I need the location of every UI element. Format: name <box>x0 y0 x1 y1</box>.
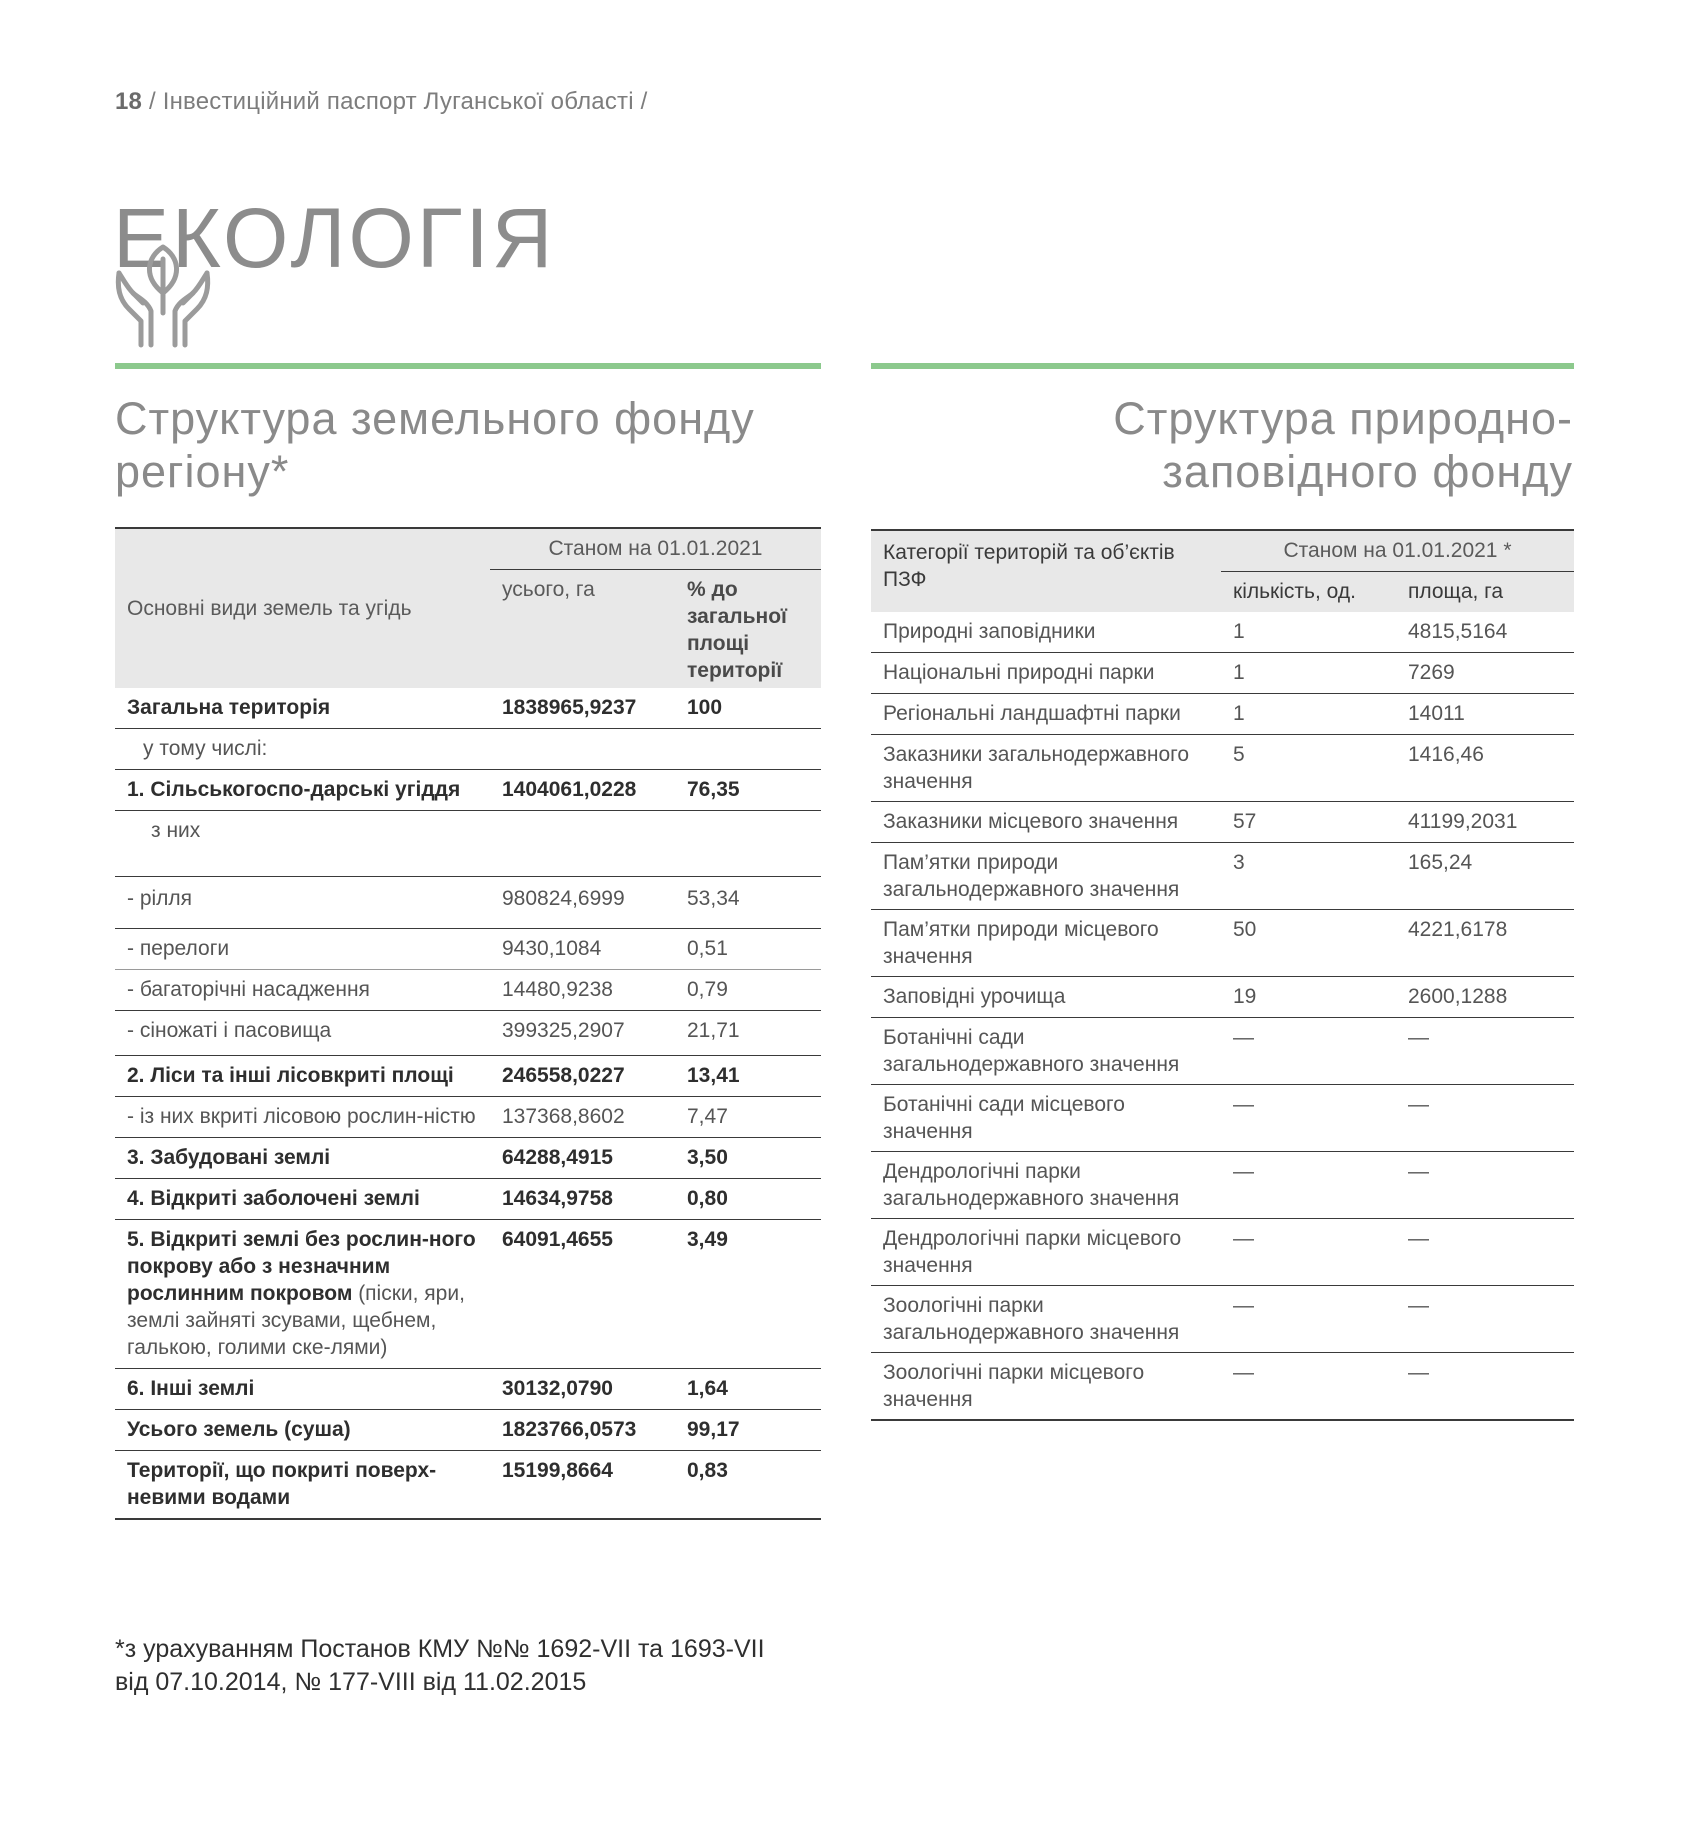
pzf-col-area: площа, га <box>1396 572 1574 613</box>
table-row: Національні природні парки 1 7269 <box>871 653 1574 694</box>
pzf-col-count: кількість, од. <box>1221 572 1396 613</box>
land-col-category: Основні види земель та угідь <box>115 528 490 688</box>
table-row: 1. Сільськогоспо-дарські угіддя 1404061,0228 76,35 <box>115 770 821 811</box>
table-row: Ботанічні сади загальнодержавного значення — — <box>871 1018 1574 1085</box>
table-row: у тому числі: <box>115 729 821 770</box>
table-row: Дендрологічні парки загальнодержавного значення — — <box>871 1152 1574 1219</box>
table-row: 5. Відкриті землі без рослин-ного покрову або з незначним рослинним покровом (піски, яри, землі зайняті зсувами, щебнем, галькою, голими ске-лями) 64091,4655 3,49 <box>115 1220 821 1369</box>
table-row: - багаторічні насадження 14480,9238 0,79 <box>115 970 821 1011</box>
table-row: Зоологічні парки загальнодержавного значення — — <box>871 1286 1574 1353</box>
table-row: Заказники місцевого значення 57 41199,2031 <box>871 802 1574 843</box>
table-row: Ботанічні сади місцевого значення — — <box>871 1085 1574 1152</box>
pzf-col-date: Станом на 01.01.2021 * <box>1221 530 1574 572</box>
table-row: 4. Відкриті заболочені землі 14634,9758 0,80 <box>115 1179 821 1220</box>
land-col-pct: % до загальної площі території <box>675 570 821 689</box>
table-row: Природні заповідники 1 4815,5164 <box>871 612 1574 653</box>
table-row: - сіножаті і пасовища 399325,2907 21,71 <box>115 1011 821 1056</box>
running-title: / Інвестиційний паспорт Луганської області / <box>142 88 648 115</box>
table-row: 2. Ліси та інші лісовкриті площі 246558,0227 13,41 <box>115 1056 821 1097</box>
section-title: ЕКОЛОГІЯ <box>113 191 556 286</box>
table-row: - рілля 980824,6999 53,34 <box>115 877 821 929</box>
table-row: - перелоги 9430,1084 0,51 <box>115 929 821 970</box>
table-row: Пам’ятки природи загальнодержавного значення 3 165,24 <box>871 843 1574 910</box>
table-row: Зоологічні парки місцевого значення — — <box>871 1353 1574 1421</box>
table-row: 3. Забудовані землі 64288,4915 3,50 <box>115 1138 821 1179</box>
pzf-col-category: Категорії територій та об’єктів ПЗФ <box>871 530 1221 612</box>
footnote: *з урахуванням Постанов КМУ №№ 1692-VII та 1693-VII від 07.10.2014, № 177-VIII від 11.02.2015 <box>115 1635 765 1696</box>
land-col-total: усього, га <box>490 570 675 689</box>
table-row: Заказники загальнодержавного значення 5 1416,46 <box>871 735 1574 802</box>
nature-reserve-table <box>871 529 1574 1421</box>
table-row: Заповідні урочища 19 2600,1288 <box>871 977 1574 1018</box>
land-fund-table <box>115 527 821 1520</box>
nature-reserve-title: Структура природно- заповідного фонду <box>1113 393 1573 497</box>
left-divider <box>115 363 821 369</box>
land-fund-title: Структура земельного фонду регіону* <box>115 393 755 497</box>
table-row: з них <box>115 811 821 877</box>
hands-leaf-icon <box>113 243 213 349</box>
table-row: Загальна територія 1838965,9237 100 <box>115 688 821 729</box>
table-row: Усього земель (суша) 1823766,0573 99,17 <box>115 1410 821 1451</box>
table-row: Регіональні ландшафтні парки 1 14011 <box>871 694 1574 735</box>
table-row: 6. Інші землі 30132,0790 1,64 <box>115 1369 821 1410</box>
table-row: Пам’ятки природи місцевого значення 50 4221,6178 <box>871 910 1574 977</box>
right-divider <box>871 363 1574 369</box>
page-number: 18 <box>115 88 143 115</box>
table-row: Території, що покриті поверх-невими водами 15199,8664 0,83 <box>115 1451 821 1520</box>
table-row: Дендрологічні парки місцевого значення — — <box>871 1219 1574 1286</box>
land-col-date: Станом на 01.01.2021 <box>490 528 821 570</box>
running-header <box>115 88 647 116</box>
table-row: - із них вкриті лісовою рослин-ністю 137368,8602 7,47 <box>115 1097 821 1138</box>
